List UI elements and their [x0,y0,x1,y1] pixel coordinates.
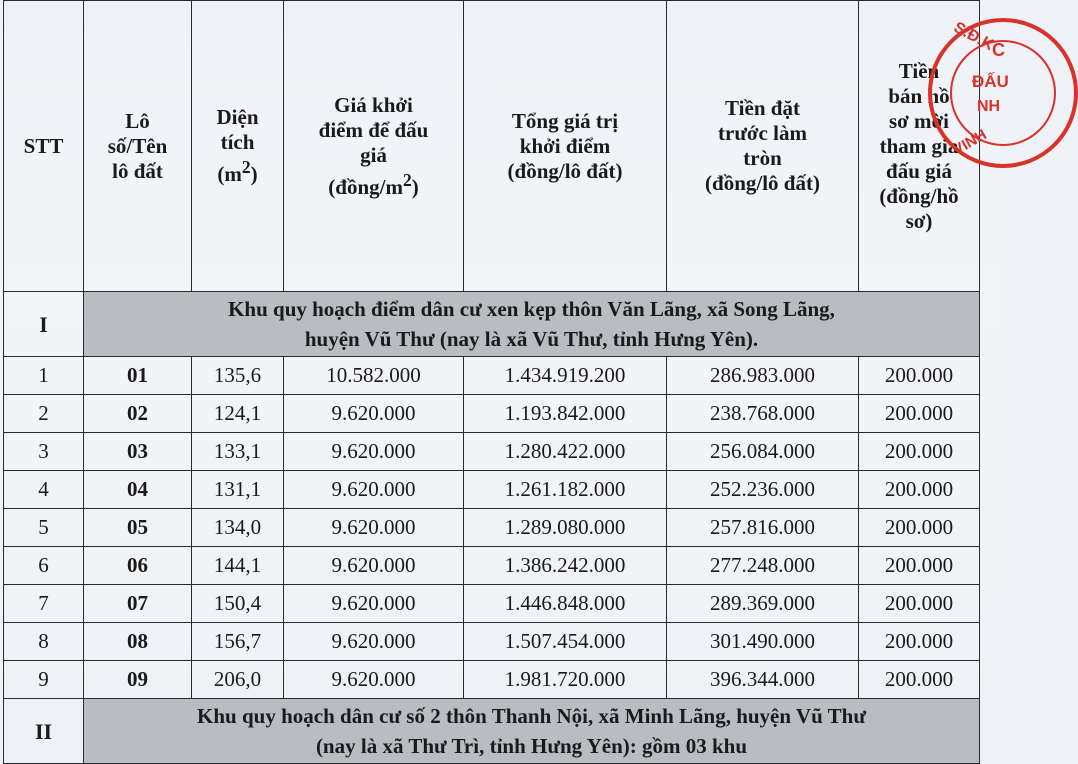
table-row [4,547,980,585]
table-row [4,395,980,433]
cell-total: 1.289.080.000 [464,509,667,547]
cell-price: 9.620.000 [284,547,464,585]
cell-lot: 01 [84,357,192,395]
auction-table [3,0,980,764]
cell-fee: 200.000 [859,509,980,547]
cell-lot: 08 [84,623,192,661]
cell-price: 9.620.000 [284,471,464,509]
cell-total: 1.261.182.000 [464,471,667,509]
cell-fee: 200.000 [859,471,980,509]
cell-deposit: 289.369.000 [667,585,859,623]
cell-total: 1.434.919.200 [464,357,667,395]
header-fee: Tiền bán hồ sơ mời tham gia đấu giá (đồng/hồ sơ) [859,1,980,292]
cell-price: 9.620.000 [284,661,464,699]
cell-total: 1.386.242.000 [464,547,667,585]
cell-lot: 03 [84,433,192,471]
cell-fee: 200.000 [859,585,980,623]
cell-fee: 200.000 [859,547,980,585]
cell-lot: 06 [84,547,192,585]
cell-total: 1.280.422.000 [464,433,667,471]
cell-total: 1.193.842.000 [464,395,667,433]
cell-deposit: 277.248.000 [667,547,859,585]
cell-stt: 3 [4,433,84,471]
cell-price: 9.620.000 [284,433,464,471]
cell-area: 133,1 [192,433,284,471]
stamp-text-b: ĐẤU [972,72,1009,91]
cell-lot: 04 [84,471,192,509]
stamp-text-a: C [992,40,1005,60]
cell-area: 206,0 [192,661,284,699]
stamp-text-top: S.Đ.K [950,19,997,55]
cell-stt: 1 [4,357,84,395]
cell-area: 134,0 [192,509,284,547]
stamp-text-c: NH [977,98,1001,115]
cell-deposit: 257.816.000 [667,509,859,547]
cell-fee: 200.000 [859,623,980,661]
cell-deposit: 256.084.000 [667,433,859,471]
cell-fee: 200.000 [859,395,980,433]
section-number: I [4,292,84,357]
cell-lot: 05 [84,509,192,547]
cell-area: 156,7 [192,623,284,661]
cell-stt: 2 [4,395,84,433]
cell-area: 144,1 [192,547,284,585]
header-deposit: Tiền đặt trước làm tròn (đồng/lô đất) [667,1,859,292]
table-row [4,433,980,471]
cell-stt: 9 [4,661,84,699]
cell-price: 9.620.000 [284,585,464,623]
header-area: Diện tích $(m^2)$ [192,1,284,292]
section-title: Khu quy hoạch điểm dân cư xen kẹp thôn Văn Lãng, xã Song Lãng, huyện Vũ Thư (nay là xã Vũ Thư, tỉnh Hưng Yên). [84,292,980,357]
cell-fee: 200.000 [859,433,980,471]
section-row-1 [4,292,980,357]
cell-fee: 200.000 [859,357,980,395]
cell-stt: 6 [4,547,84,585]
cell-area: 150,4 [192,585,284,623]
cell-total: 1.507.454.000 [464,623,667,661]
cell-total: 1.981.720.000 [464,661,667,699]
cell-lot: 07 [84,585,192,623]
cell-area: 124,1 [192,395,284,433]
header-stt: STT [4,1,84,292]
cell-deposit: 301.490.000 [667,623,859,661]
table-row [4,585,980,623]
cell-price: 9.620.000 [284,623,464,661]
cell-area: 135,6 [192,357,284,395]
table-row [4,471,980,509]
table-row [4,623,980,661]
table-row [4,509,980,547]
cell-deposit: 252.236.000 [667,471,859,509]
cell-stt: 8 [4,623,84,661]
cell-lot: 02 [84,395,192,433]
section-row-2 [4,699,980,764]
header-total-value: Tổng giá trị khởi điểm (đồng/lô đất) [464,1,667,292]
cell-stt: 5 [4,509,84,547]
cell-price: 9.620.000 [284,395,464,433]
cell-deposit: 286.983.000 [667,357,859,395]
cell-price: 10.582.000 [284,357,464,395]
cell-stt: 4 [4,471,84,509]
table-row [4,661,980,699]
cell-area: 131,1 [192,471,284,509]
table-row [4,357,980,395]
cell-total: 1.446.848.000 [464,585,667,623]
cell-deposit: 396.344.000 [667,661,859,699]
header-lot: Lô số/Tên lô đất [84,1,192,292]
section-number: II [4,699,84,764]
cell-fee: 200.000 [859,661,980,699]
cell-stt: 7 [4,585,84,623]
cell-lot: 09 [84,661,192,699]
stamp-text-d: VINH [950,126,990,159]
header-row [4,1,980,292]
cell-deposit: 238.768.000 [667,395,859,433]
cell-price: 9.620.000 [284,509,464,547]
header-start-price: Giá khởi điểm để đấu giá $(đồng/m^2)$ [284,1,464,292]
section-title: Khu quy hoạch dân cư số 2 thôn Thanh Nội, xã Minh Lãng, huyện Vũ Thư (nay là xã Thư Trì, tỉnh Hưng Yên): gồm 03 khu [84,699,980,764]
